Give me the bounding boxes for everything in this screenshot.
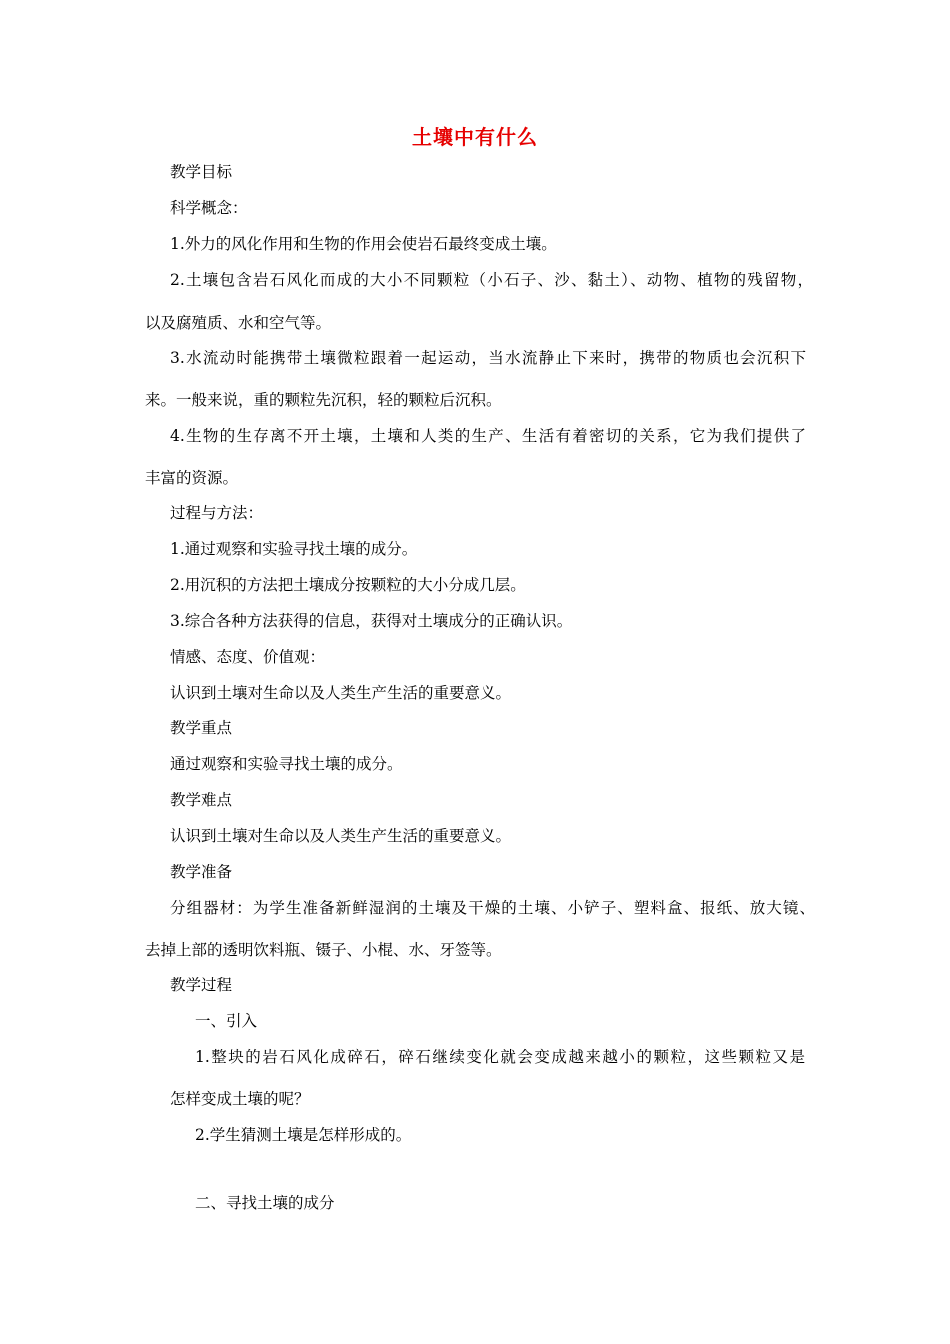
concept-item-4: 4.生物的生存离不开土壤，土壤和人类的生产、生活有着密切的关系，它为我们提供了 — [170, 427, 806, 445]
concept-item-2-cont: 以及腐殖质、水和空气等。 — [145, 314, 332, 332]
method-item-1: 1.通过观察和实验寻找土壤的成分。 — [170, 540, 418, 558]
preparation-text: 分组器材：为学生准备新鲜湿润的土壤及干燥的土壤、小铲子、塑料盒、报纸、放大镜、 — [170, 899, 815, 917]
method-item-3: 3.综合各种方法获得的信息，获得对土壤成分的正确认识。 — [170, 612, 573, 630]
section-find-soil-components: 二、寻找土壤的成分 — [195, 1194, 335, 1212]
concept-item-4-cont: 丰富的资源。 — [145, 469, 239, 487]
concept-item-3: 3.水流动时能携带土壤微粒跟着一起运动，当水流静止下来时，携带的物质也会沉积下 — [170, 349, 806, 367]
heading-preparation: 教学准备 — [170, 863, 233, 881]
difficulty-text: 认识到土壤对生命以及人类生产生活的重要意义。 — [170, 827, 512, 845]
heading-science-concepts: 科学概念： — [170, 199, 248, 217]
concept-item-3-cont: 来。一般来说，重的颗粒先沉积，轻的颗粒后沉积。 — [145, 391, 502, 409]
heading-key-point: 教学重点 — [170, 719, 233, 737]
introduction-item-1-cont: 怎样变成土壤的呢？ — [170, 1090, 310, 1108]
section-introduction: 一、引入 — [195, 1012, 258, 1030]
introduction-item-2: 2.学生猜测土壤是怎样形成的。 — [195, 1126, 412, 1144]
heading-teaching-goals: 教学目标 — [170, 163, 233, 181]
heading-difficulty: 教学难点 — [170, 791, 233, 809]
heading-attitude-values: 情感、态度、价值观： — [170, 648, 326, 666]
introduction-item-1: 1.整块的岩石风化成碎石，碎石继续变化就会变成越来越小的颗粒，这些颗粒又是 — [195, 1048, 805, 1066]
concept-item-1: 1.外力的风化作用和生物的作用会使岩石最终变成土壤。 — [170, 235, 557, 253]
document-title: 土壤中有什么 — [412, 125, 538, 149]
concept-item-2: 2.土壤包含岩石风化而成的大小不同颗粒（小石子、沙、黏土）、动物、植物的残留物， — [170, 271, 813, 289]
heading-teaching-process: 教学过程 — [170, 976, 233, 994]
method-item-2: 2.用沉积的方法把土壤成分按颗粒的大小分成几层。 — [170, 576, 526, 594]
attitude-text: 认识到土壤对生命以及人类生产生活的重要意义。 — [170, 684, 512, 702]
heading-process-methods: 过程与方法： — [170, 504, 264, 522]
key-point-text: 通过观察和实验寻找土壤的成分。 — [170, 755, 403, 773]
preparation-text-cont: 去掉上部的透明饮料瓶、镊子、小棍、水、牙签等。 — [145, 941, 502, 959]
